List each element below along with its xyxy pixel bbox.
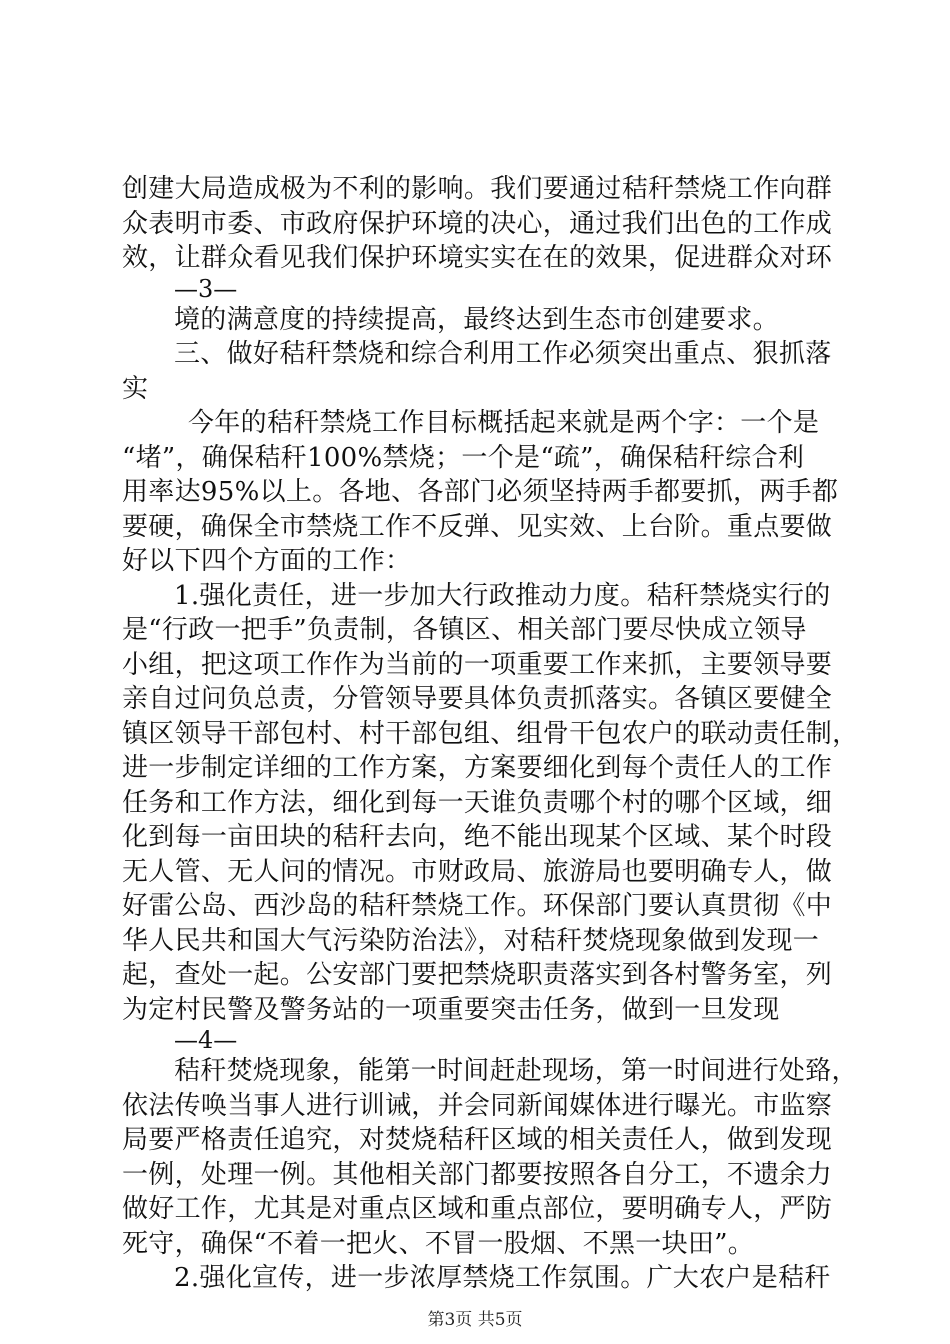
body-line: 小组，把这项工作作为当前的一项重要工作来抓，主要领导要 [122, 649, 833, 680]
numbered-item-line: 1.强化责任，进一步加大行政推动力度。秸秆禁烧实行的 [174, 580, 831, 611]
body-line: 是“行政一把手”负责制，各镇区、相关部门要尽快成立领导 [122, 615, 807, 645]
body-line: 化到每一亩田块的秸秆去向，绝不能出现某个区域、某个时段 [122, 822, 833, 852]
body-line: 亲自过问负总责，分管领导要具体负责抓落实。各镇区要健全 [122, 684, 833, 714]
page-marker: —3— [174, 274, 238, 303]
body-line: 为定村民警及警务站的一项重要突击任务，做到一旦发现 [122, 994, 780, 1025]
body-line: 众表明市委、市政府保护环境的决心，通过我们出色的工作成 [122, 208, 833, 239]
page-footer: 第3页 共5页 [427, 1310, 523, 1330]
body-line: 创建大局造成极为不利的影响。我们要通过秸秆禁烧工作向群 [122, 174, 833, 204]
body-line: 好雷公岛、西沙岛的秸秆禁烧工作。环保部门要认真贯彻《中 [122, 891, 833, 921]
body-line: 境的满意度的持续提高，最终达到生态市创建要求。 [174, 304, 779, 335]
body-line: 起，查处一起。公安部门要把禁烧职责落实到各村警务室，列 [122, 960, 833, 990]
body-line: 局要严格责任追究，对焚烧秸秆区域的相关责任人，做到发现 [122, 1125, 833, 1155]
body-line: 好以下四个方面的工作： [122, 546, 412, 576]
section-heading: 三、做好秸秆禁烧和综合利用工作必须突出重点、狠抓落 [174, 339, 832, 369]
page-marker: —4— [174, 1026, 238, 1054]
section-heading-continued: 实 [122, 373, 149, 404]
document-body [122, 172, 859, 1296]
body-line: “堵”，确保秸秆100%禁烧；一个是“疏”，确保秸秆综合利 [122, 442, 805, 473]
body-line: 今年的秸秆禁烧工作目标概括起来就是两个字：一个是 [188, 408, 820, 438]
body-line: 华人民共和国大气污染防治法》，对秸秆焚烧现象做到发现一 [122, 925, 820, 956]
numbered-item-line: 2.强化宣传，进一步浓厚禁烧工作氛围。广大农户是秸秆 [174, 1263, 831, 1293]
body-line: 用率达95%以上。各地、各部门必须坚持两手都要抓，两手都 [122, 477, 839, 507]
body-line: 依法传唤当事人进行训诫，并会同新闻媒体进行曝光。市监察 [122, 1090, 833, 1121]
body-line: 无人管、无人问的情况。市财政局、旅游局也要明确专人，做 [122, 856, 833, 887]
body-line: 镇区领导干部包村、村干部包组、组骨干包农户的联动责任制， [122, 718, 859, 749]
body-line: 死守，确保“不着一把火、不冒一股烟、不黑一块田”。 [122, 1228, 755, 1259]
body-line: 一例，处理一例。其他相关部门都要按照各自分工，不遗余力 [122, 1159, 833, 1190]
body-line: 进一步制定详细的工作方案，方案要细化到每个责任人的工作 [122, 753, 833, 783]
body-line: 任务和工作方法，细化到每一天谁负责哪个村的哪个区域，细 [122, 787, 833, 818]
body-line: 秸秆焚烧现象，能第一时间赶赴现场，第一时间进行处臵， [174, 1056, 858, 1086]
body-line: 效，让群众看见我们保护环境实实在在的效果，促进群众对环 [122, 243, 833, 273]
body-line: 要硬，确保全市禁烧工作不反弹、见实效、上台阶。重点要做 [122, 511, 833, 542]
body-line: 做好工作，尤其是对重点区域和重点部位，要明确专人，严防 [122, 1194, 833, 1224]
